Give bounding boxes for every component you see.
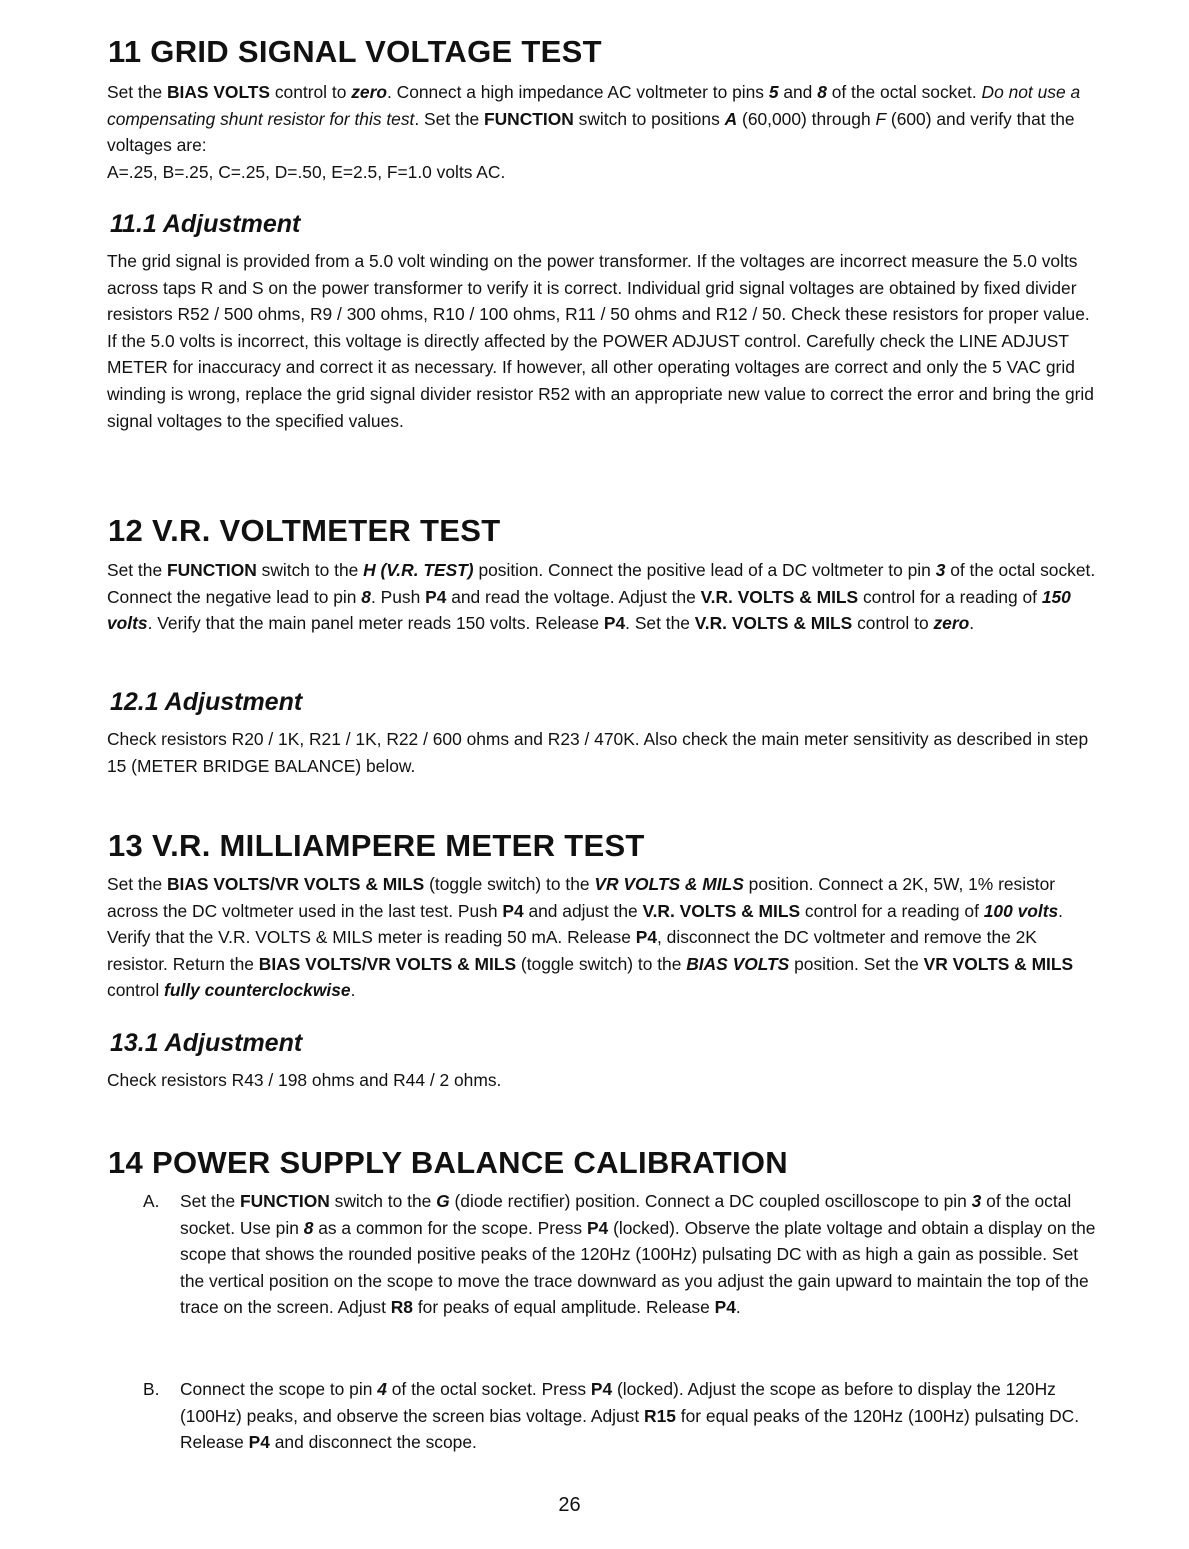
list-item-b xyxy=(143,1376,1103,1456)
section-13-body: Set the BIAS VOLTS/VR VOLTS & MILS (toggle switch) to the VR VOLTS & MILS position. Connect a 2K, 5W, 1% resistor across the DC voltmeter used in the last test. Push P4 and adjust the V.R. VOLTS & MILS control for a reading of 100 volts. Verify that the V.R. VOLTS & MILS meter is reading 50 mA. Release P4, disconnect the DC voltmeter and remove the 2K resistor. Return the BIAS VOLTS/VR VOLTS & MILS (toggle switch) to the BIAS VOLTS position. Set the VR VOLTS & MILS control fully counterclockwise. xyxy=(107,874,1074,1001)
section-13-1-body: Check resistors R43 / 198 ohms and R44 / 2 ohms. xyxy=(107,1070,502,1090)
section-11-1-body: The grid signal is provided from a 5.0 volt winding on the power transformer. If the voltages are incorrect measure the 5.0 volts across taps R and S on the power transformer to verify it is correct. Individual grid signal voltages are obtained by fixed divider resistors R52 / 500 ohms, R9 / 300 ohms, R10 / 100 ohms, R11 / 50 ohms and R12 / 50. Check these resistors for proper value. If the 5.0 volts is incorrect, this voltage is directly affected by the POWER ADJUST control. Carefully check the LINE ADJUST METER for inaccuracy and correct it as necessary. If however, all other operating voltages are correct and only the 5 VAC grid winding is wrong, replace the grid signal divider resistor R52 with an appropriate new value to correct the error and bring the grid signal voltages to the specified values. xyxy=(107,251,1094,431)
list-item-text: Connect the scope to pin 4 of the octal socket. Press P4 (locked). Adjust the scope as before to display the 120Hz (100Hz) peaks, and observe the screen bias voltage. Adjust R15 for equal peaks of the 120Hz (100Hz) pulsating DC. Release P4 and disconnect the scope. xyxy=(180,1379,1080,1453)
list-marker: B. xyxy=(143,1379,160,1399)
section-13-1-heading: 13.1 Adjustment xyxy=(110,1029,303,1057)
list-item-a xyxy=(143,1188,1103,1321)
section-13-heading: 13 V.R. MILLIAMPERE METER TEST xyxy=(108,828,645,863)
section-12-body: Set the FUNCTION switch to the H (V.R. TEST) position. Connect the positive lead of a DC voltmeter to pin 3 of the octal socket. Connect the negative lead to pin 8. Push P4 and read the voltage. Adjust the V.R. VOLTS & MILS control for a reading of 150 volts. Verify that the main panel meter reads 150 volts. Release P4. Set the V.R. VOLTS & MILS control to zero. xyxy=(107,560,1096,634)
section-11-body: Set the BIAS VOLTS control to zero. Connect a high impedance AC voltmeter to pins 5 and 8 of the octal socket. Do not use a compensating shunt resistor for this test. Set the FUNCTION switch to positions A (60,000) through F (600) and verify that the voltages are: A=.25, B=.25, C=.25, D=.50, E=2.5, F=1.0 volts AC. xyxy=(107,82,1081,182)
section-12-1-body: Check resistors R20 / 1K, R21 / 1K, R22 / 600 ohms and R23 / 470K. Also check the main meter sensitivity as described in step 15 (METER BRIDGE BALANCE) below. xyxy=(107,729,1089,776)
section-11-heading: 11 GRID SIGNAL VOLTAGE TEST xyxy=(108,34,602,69)
list-marker: A. xyxy=(143,1191,160,1211)
section-14-heading: 14 POWER SUPPLY BALANCE CALIBRATION xyxy=(108,1145,788,1180)
section-11-1-heading: 11.1 Adjustment xyxy=(110,210,301,238)
list-item-text: Set the FUNCTION switch to the G (diode rectifier) position. Connect a DC coupled oscilloscope to pin 3 of the octal socket. Use pin 8 as a common for the scope. Press P4 (locked). Observe the plate voltage and obtain a display on the scope that shows the rounded positive peaks of the 120Hz (100Hz) pulsating DC with as high a gain as possible. Set the vertical position on the scope to move the trace downward as you adjust the gain upward to maintain the top of the trace on the screen. Adjust R8 for peaks of equal amplitude. Release P4. xyxy=(180,1191,1096,1318)
section-12-heading: 12 V.R. VOLTMETER TEST xyxy=(108,513,501,548)
page-number: 26 xyxy=(558,1494,581,1516)
section-12-1-heading: 12.1 Adjustment xyxy=(110,688,303,716)
